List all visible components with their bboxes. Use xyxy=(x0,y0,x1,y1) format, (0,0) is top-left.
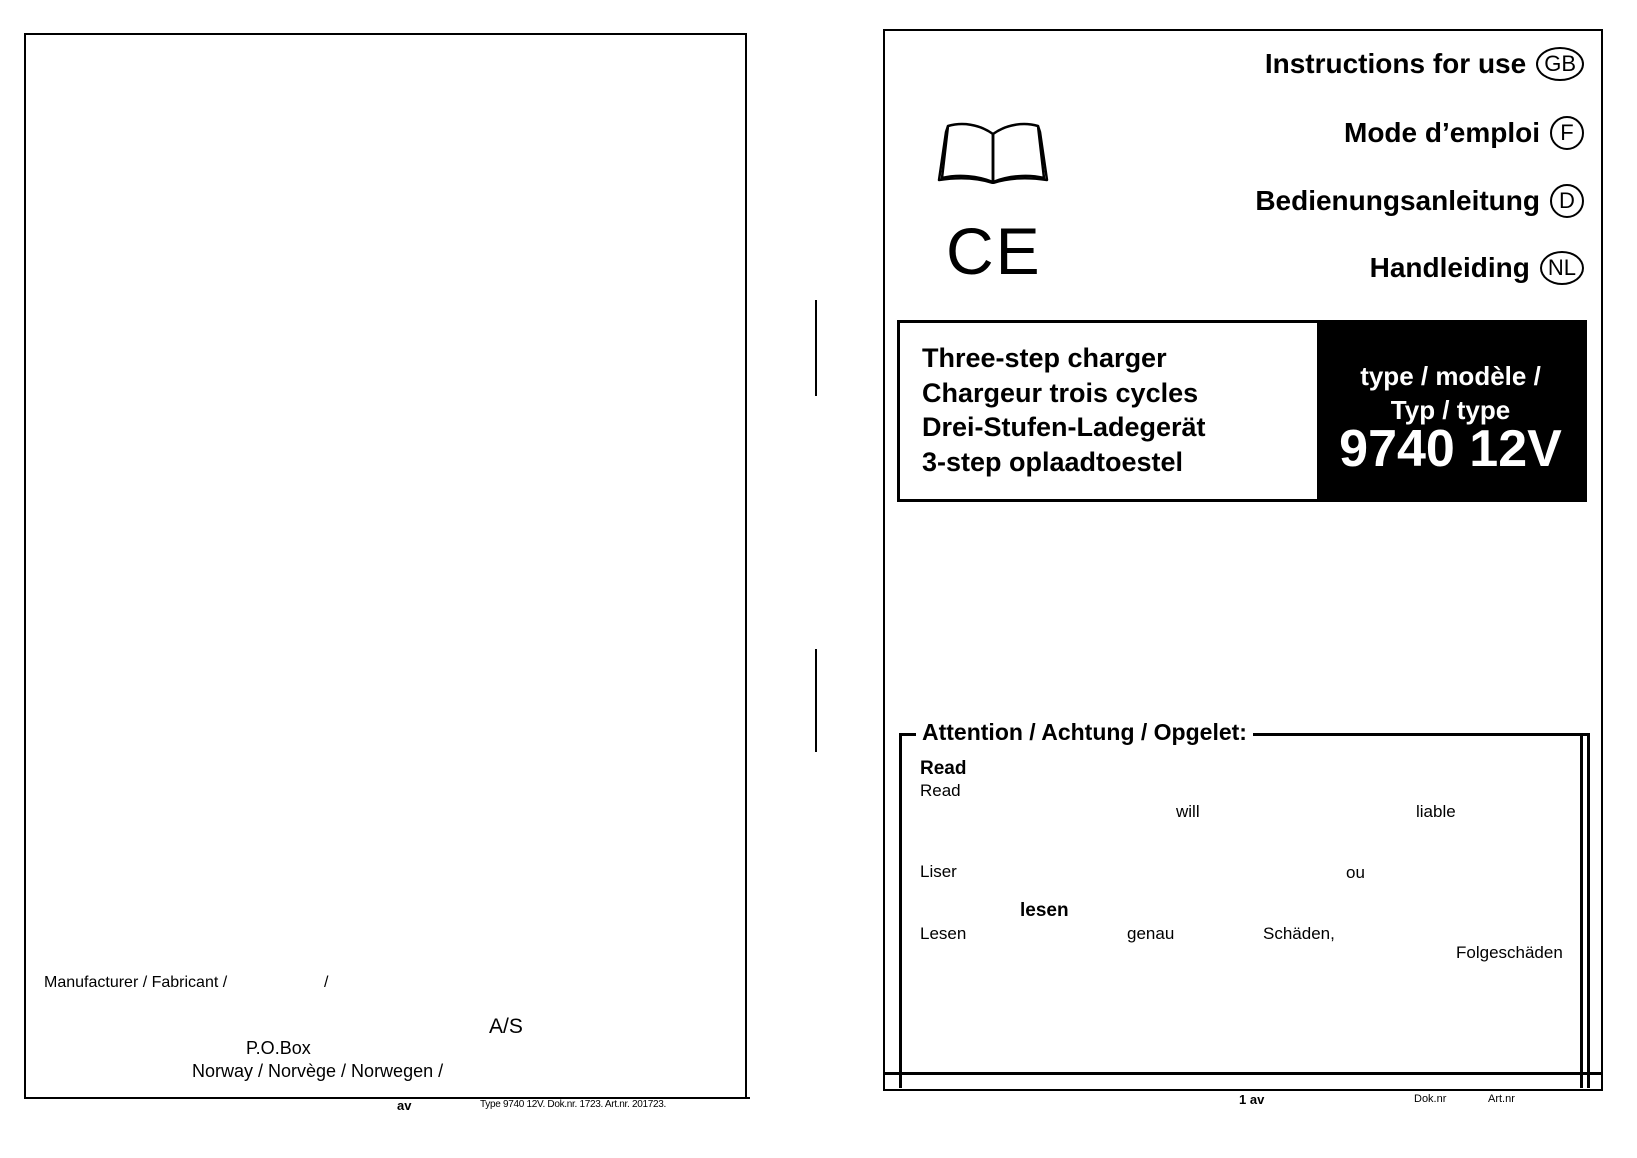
left-doc-reference: Type 9740 12V. Dok.nr. 1723. Art.nr. 201723. xyxy=(480,1099,667,1110)
attention-box xyxy=(899,733,1590,1088)
left-page-frame-top xyxy=(24,33,747,35)
ce-mark-icon: CE xyxy=(946,214,1042,288)
type-panel xyxy=(1317,323,1584,499)
product-name-de: Drei-Stufen-Ladegerät xyxy=(922,412,1206,442)
pobox-label: P.O.Box xyxy=(246,1038,311,1058)
language-label: Instructions for use xyxy=(1264,48,1527,79)
language-row-nl xyxy=(1370,248,1584,288)
language-row-d xyxy=(1255,181,1584,221)
language-code-badge: F xyxy=(1550,116,1584,150)
right-page-frame-right xyxy=(1601,29,1603,1089)
language-code-badge: NL xyxy=(1540,251,1584,285)
right-page-frame-top xyxy=(883,29,1603,31)
attention-read-bold: Read xyxy=(920,758,967,779)
attention-lesen: Lesen xyxy=(920,924,967,943)
language-label: Mode d’emploi xyxy=(1344,117,1540,148)
attention-title: Attention / Achtung / Opgelet: xyxy=(916,719,1253,746)
attention-box-inner-right xyxy=(1580,733,1583,1088)
language-code-badge: D xyxy=(1550,184,1584,218)
product-name-en: Three-step charger xyxy=(922,343,1167,373)
type-label-line1: type / modèle / xyxy=(1360,361,1541,391)
manufacturer-label: Manufacturer / Fabricant / xyxy=(44,974,228,991)
language-row-gb xyxy=(1265,44,1584,84)
product-name-nl: 3-step oplaadtoestel xyxy=(922,446,1184,477)
right-page-frame-left xyxy=(883,29,885,1089)
product-name-fr: Chargeur trois cycles xyxy=(922,377,1199,408)
country-label: Norway / Norvège / Norwegen / xyxy=(192,1061,444,1081)
product-box xyxy=(897,320,1587,502)
language-label: Bedienungsanleitung xyxy=(1255,185,1540,216)
doc-number-label: Dok.nr xyxy=(1414,1093,1447,1105)
type-label-line2: Typ / type xyxy=(1390,395,1511,425)
article-number-label: Art.nr xyxy=(1488,1093,1515,1105)
attention-read: Read xyxy=(920,781,961,800)
fold-mark-upper xyxy=(815,300,817,396)
language-row-f xyxy=(1344,113,1584,153)
right-page-frame-bottom xyxy=(883,1089,1603,1091)
type-label xyxy=(1317,359,1584,427)
fold-mark-lower xyxy=(815,649,817,752)
attention-will: will xyxy=(1176,802,1200,821)
manufacturer-slash: / xyxy=(324,974,329,991)
attention-lesen-bold: lesen xyxy=(1020,900,1069,921)
right-page-footer-rule xyxy=(883,1072,1603,1075)
attention-liser: Liser xyxy=(920,862,957,881)
left-page-number: av xyxy=(397,1098,412,1113)
left-page-frame-right xyxy=(745,33,747,1099)
model-number: 9740 12V xyxy=(1339,420,1562,478)
company-suffix: A/S xyxy=(489,1015,523,1038)
open-book-icon xyxy=(934,120,1052,189)
attention-genau: genau xyxy=(1127,924,1175,943)
attention-folgeschaden: Folgeschäden xyxy=(1456,943,1563,962)
attention-ou: ou xyxy=(1346,863,1365,882)
product-names xyxy=(922,341,1206,479)
attention-liable: liable xyxy=(1416,802,1456,821)
language-code-badge: GB xyxy=(1536,47,1584,81)
left-page-frame-left xyxy=(24,33,26,1099)
right-page-number: 1 av xyxy=(1239,1092,1265,1107)
language-label: Handleiding xyxy=(1369,252,1530,283)
attention-schaden: Schäden, xyxy=(1263,924,1335,943)
